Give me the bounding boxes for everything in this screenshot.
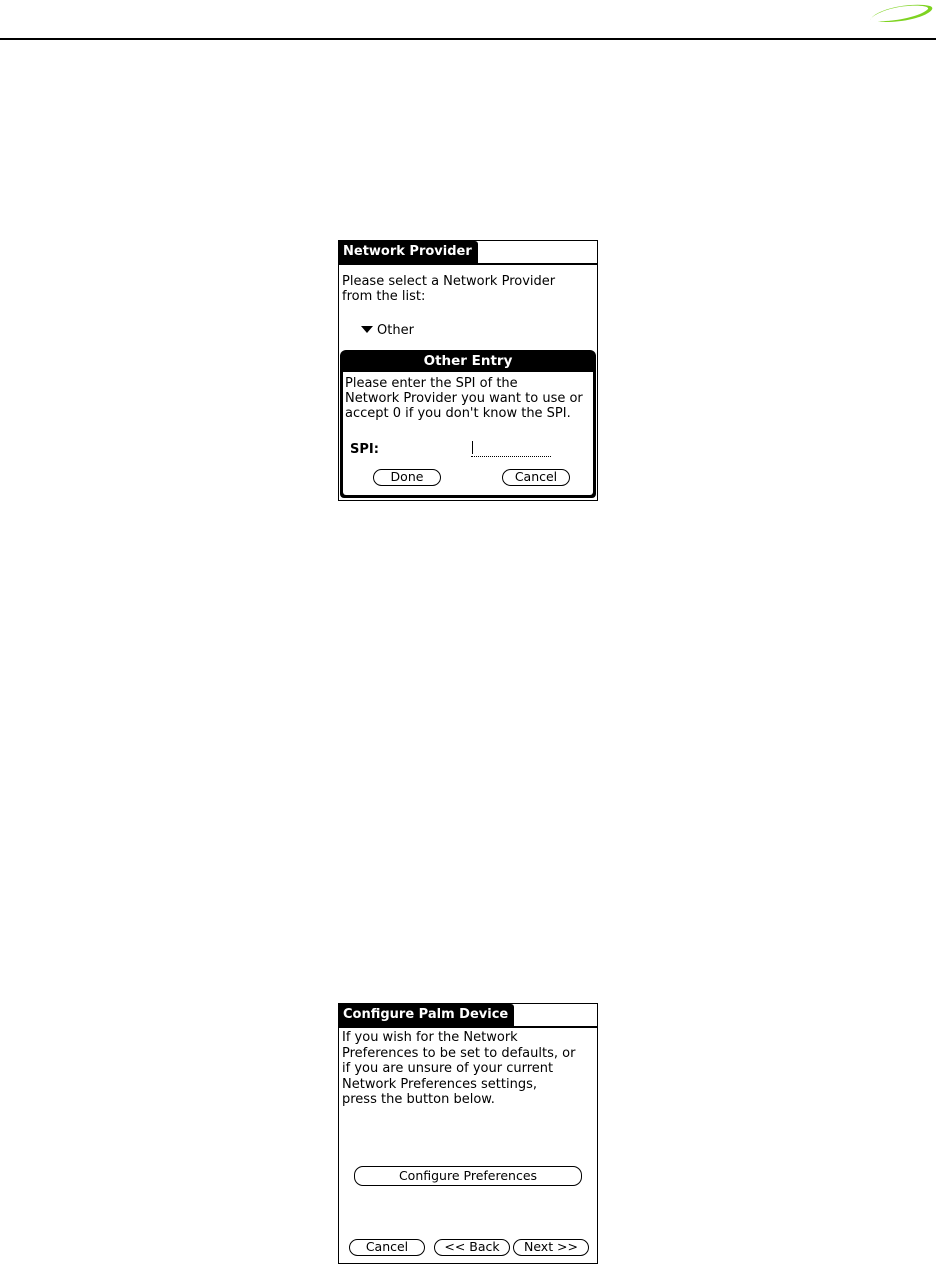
network-provider-screen [338, 240, 598, 501]
screen-title: Configure Palm Device [339, 1004, 514, 1026]
header-rule [0, 38, 936, 40]
done-button[interactable]: Done [373, 469, 441, 486]
swoosh-logo-icon [864, 0, 936, 28]
other-entry-dialog [340, 350, 596, 498]
configure-preferences-button[interactable]: Configure Preferences [354, 1166, 582, 1186]
dialog-title: Other Entry [423, 353, 513, 369]
dialog-message: Please enter the SPI of the Network Provider you want to use or accept 0 if you don't know the SPI. [345, 376, 583, 421]
title-bar [339, 241, 597, 265]
spi-input[interactable] [471, 440, 551, 457]
picker-value: Other [377, 323, 414, 338]
cancel-button[interactable]: Cancel [349, 1239, 425, 1256]
title-bar [339, 1004, 597, 1028]
dialog-body [343, 372, 593, 495]
logo-swoosh [870, 5, 932, 22]
spi-label: SPI: [350, 442, 379, 457]
back-button[interactable]: << Back [434, 1239, 510, 1256]
cancel-button[interactable]: Cancel [502, 469, 570, 486]
provider-prompt: Please select a Network Provider from the list: [342, 274, 556, 304]
screen-title: Network Provider [339, 241, 478, 263]
configure-palm-device-screen [338, 1003, 598, 1264]
text-cursor [472, 441, 473, 454]
next-button[interactable]: Next >> [513, 1239, 589, 1256]
triangle-down-icon [361, 326, 373, 333]
configure-message: If you wish for the Network Preferences to be set to defaults, or if you are unsure of your current Network Preferences settings, press the button below. [342, 1030, 576, 1107]
network-provider-picker[interactable] [361, 323, 414, 339]
